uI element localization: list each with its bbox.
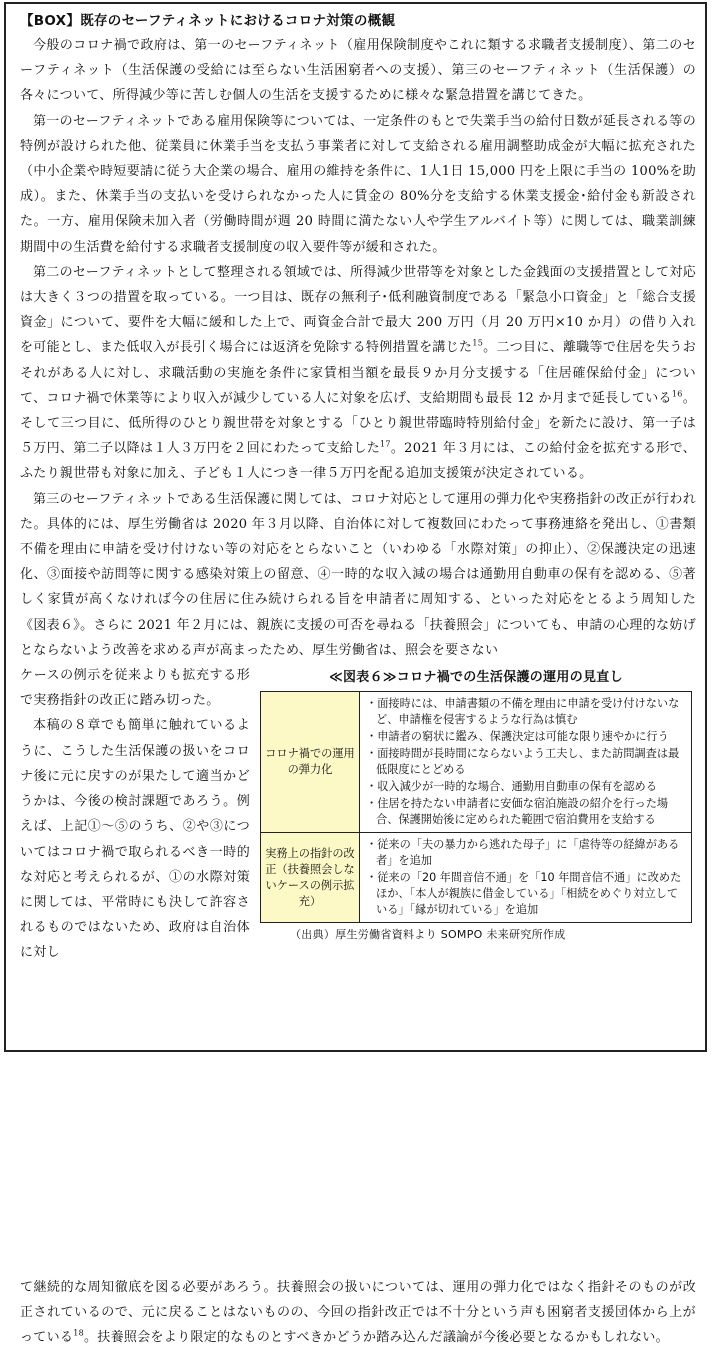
narrow-column <box>20 663 250 965</box>
list-item: ・ 従来の「夫の暴力から逃れた母子」に「虐待等の経緯がある者」を追加 <box>366 837 685 869</box>
figure-title: ≪図表６≫コロナ禍での生活保護の運用の見直し <box>329 670 623 686</box>
category-cell: 実務上の指針の改正（扶養照会しないケースの例示拡充） <box>261 833 360 923</box>
figure-6 <box>260 667 692 945</box>
list-item: ・ 面接時には、申請書類の不備を理由に申請を受け付けないなど、申請権を侵害するような行為は慎む <box>366 696 685 728</box>
items-cell <box>360 833 692 923</box>
figure-source: （出典）厚生労働省資料より SOMPO 未来研究所作成 <box>290 928 566 942</box>
paragraph-1: 今般のコロナ禍で政府は、第一のセーフティネット（雇用保険制度やこれに類する求職者支援制度）、第二のセーフティネット（生活保護の受給には至らない生活困窮者への支援）、第三のセーフティネット（生活保護）の各々について、所得減少等に苦しむ個人の生活を支援するために様々な緊急措置を講じてきた。 <box>20 38 696 104</box>
paragraph-3-text-b: 。二つ目に、離職等で住居を失うおそれがある人に対し、求職活動の実施を条件に家賃相当額を最長９か月分支援する「住居確保給付金」について、コロナ禍で休業等により収入が減少している人に対象を広げ、支給期間も最長 12 か月まで延長している <box>20 340 696 406</box>
paragraph-4-continued: ケースの例示を従来よりも拡充する形で実務指針の改正に踏み切った。 <box>20 668 250 709</box>
footnote-ref-16: 16 <box>671 389 683 399</box>
box-title: 【BOX】既存のセーフティネットにおけるコロナ対策の概観 <box>20 13 396 29</box>
paragraph-5-tail-text-a: て継続的な周知徹底を図る必要があろう。扶養照会の扱いについては、運用の弾力化ではなく指針そのものが改正されているので、元に戻ることはないものの、今回の指針改正では不十分という声も困窮者支援団体から上がっている <box>20 1280 696 1346</box>
paragraph-3-text-d: 。2021 年３月には、この給付金を拡充する形で、ふたり親世帯も対象に加え、子ども１人につき一律５万円を配る追加支援策が決定されている。 <box>20 441 696 482</box>
items-cell <box>360 692 692 833</box>
footnote-ref-18: 18 <box>73 1329 84 1339</box>
paragraph-3-text-a: 第二のセーフティネットとして整理される領域では、所得減少世帯等を対象とした金銭面の支援措置として対応は大きく３つの措置を取っている。一つ目は、既存の無利子･低利融資制度である「緊急小口資金」と「総合支援資金」について、要件を大幅に緩和した上で、両資金合計で最大 200 万円（月 20 万円×10 か月）の借り入れを可能とし、また低収入が長引く場合には返済を免除する特例措置を講じた <box>20 264 696 356</box>
footnote-ref-17: 17 <box>380 439 391 449</box>
paragraph-3-text-c: 。そして三つ目に、低所得のひとり親世帯を対象とする「ひとり親世帯臨時特別給付金」を新たに設け、第一子は５万円、第二子以降は１人３万円を２回にわたって支給した <box>20 390 696 457</box>
paragraph-2: 第一のセーフティネットである雇用保険等については、一定条件のもとで失業手当の給付日数が延長される等の特例が設けられた他、従業員に休業手当を支払う事業者に対して支給される雇用調整助成金が大幅に拡充された（中小企業や時短要請に従う大企業の場合、雇用の維持を条件に、1人1日 15,000 円を上限に手当の 100%を助成）。また、休業手当の支払いを受けられなかった人に賃金の 80%分を支給する休業支援金･給付金も新設された。一方、雇用保険未加入者（労働時間が週 20 時間に満たない人や学生アルバイト等）に関しては、職業訓練期間中の生活費を給付する求職者支援制度の収入要件等が緩和された。 <box>20 113 696 255</box>
table-row <box>261 692 692 833</box>
tail-section <box>20 1275 696 1351</box>
paragraph-5: 本稿の８章でも簡単に触れているように、こうした生活保護の扱いをコロナ後に元に戻すのが果たして適当かどうかは、今後の検討課題であろう。例えば、上記①～⑤のうち、②や③についてはコロナ禍で取られるべき一時的な対応と考えられるが、①の水際対策に関しては、平常時にも決して許容されるものではないため、政府は自治体に対し <box>20 718 250 961</box>
paragraph-5-tail <box>20 1275 696 1351</box>
list-item: ・ 申請者の窮状に鑑み、保護決定は可能な限り速やかに行う <box>366 729 685 745</box>
category-cell: コロナ禍での運用の弾力化 <box>261 692 360 833</box>
figure-section <box>20 663 696 1346</box>
box-content <box>20 10 696 1346</box>
paragraph-4: 第三のセーフティネットである生活保護に関しては、コロナ対応として運用の弾力化や実務指針の改正が行われた。具体的には、厚生労働省は 2020 年３月以降、自治体に対して複数回にわたって事務連絡を発出し、①書類不備を理由に申請を受け付けない等の対応をとらないこと（いわゆる「水際対策」の抑止）、②保護決定の迅速化、③面接や訪問等に関する感染対策上の留意、④一時的な収入減の場合は通勤用自動車の保有を認める、⑤著しく家賃が高くなければ今の住居に住み続けられる旨を申請者に周知する、といった対応をとるよう周知した《図表６》。さらに 2021 年２月には、親族に支援の可否を尋ねる「扶養照会」についても、申請の心理的な妨げとならないよう改善を求める声が高まったため、厚生労働省は、照会を要さない <box>20 491 696 658</box>
list-item: ・ 従来の「20 年間音信不通」を「10 年間音信不通」に改めたほか、「本人が親族に借金している」「相続をめぐり対立している」「縁が切れている」を追加 <box>366 870 685 918</box>
paragraph-5-tail-text-b: 。扶養照会をより限定的なものとすべきかどうか踏み込んだ議論が今後必要となるかもしれない。 <box>83 1330 669 1346</box>
list-item: ・ 住居を持たない申請者に安価な宿泊施設の紹介を行った場合、保護開始後に定められた範囲で宿泊費用を支給する <box>366 796 685 828</box>
figure-table <box>260 691 692 923</box>
list-item: ・ 面接時間が長時間にならないよう工夫し、また訪問調査は最低限度にとどめる <box>366 746 685 778</box>
paragraph-3 <box>20 260 696 487</box>
list-item: ・ 収入減少が一時的な場合、通勤用自動車の保有を認める <box>366 779 685 795</box>
footnote-ref-15: 15 <box>472 339 484 349</box>
table-row <box>261 833 692 923</box>
